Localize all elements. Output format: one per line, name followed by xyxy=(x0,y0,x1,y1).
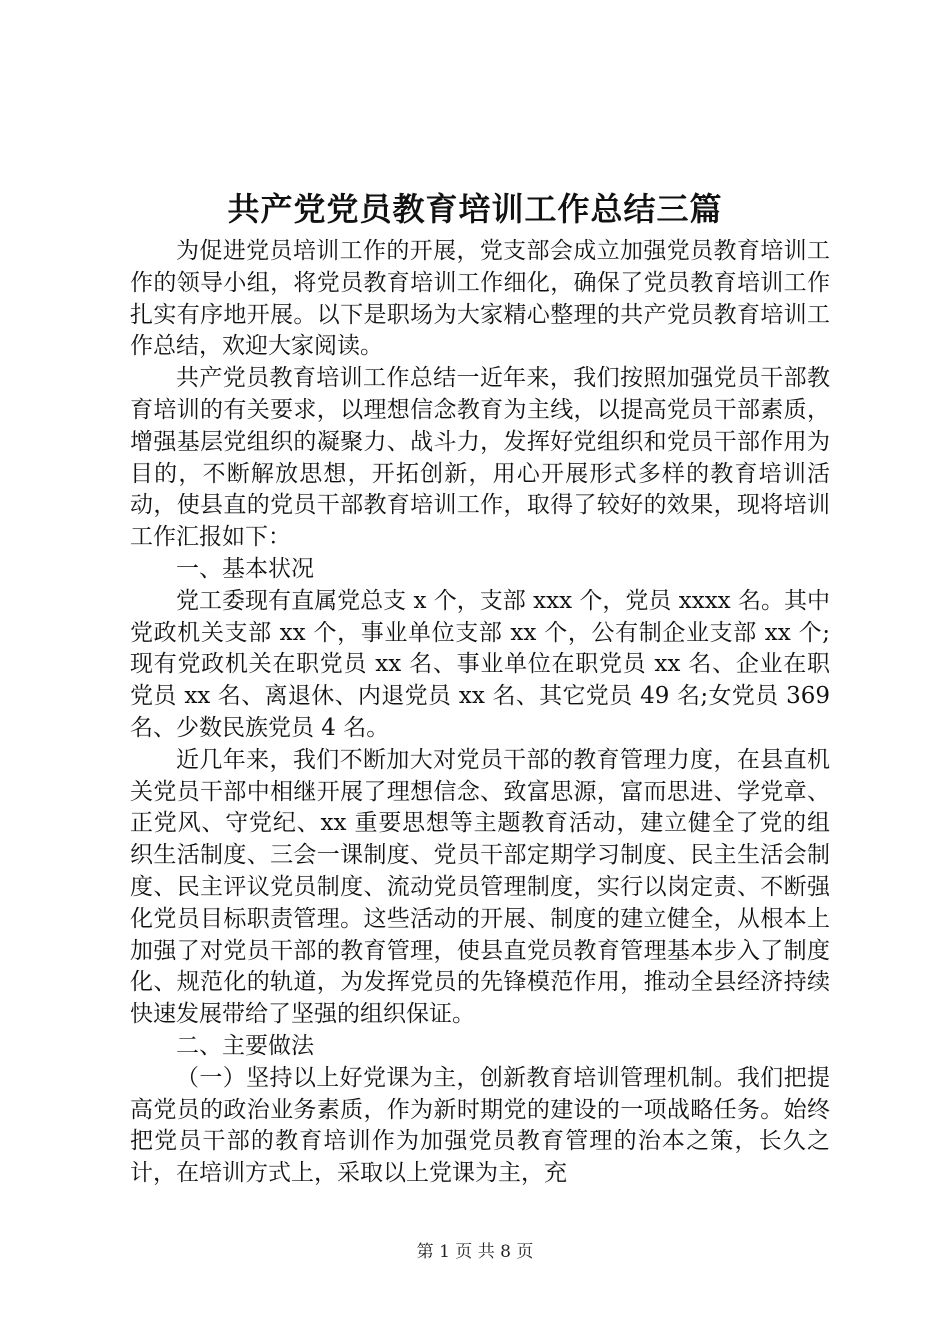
section-heading-main-methods: 二、主要做法 xyxy=(176,1032,314,1059)
section-heading-basic-situation: 一、基本状况 xyxy=(176,555,314,582)
page-footer: 第 1 页 共 8 页 xyxy=(416,1242,534,1262)
intro-paragraph: 为促进党员培训工作的开展，党支部会成立加强党员教育培训工作的领导小组，将党员教育培训工作细化，确保了党员教育培训工作扎实有序地开展。以下是职场为大家精心整理的共产党员教育培训工作总结，欢迎大家阅读。 xyxy=(130,238,830,360)
method-one-paragraph: （一）坚持以上好党课为主，创新教育培训管理机制。我们把提高党员的政治业务素质，作为新时期党的建设的一项战略任务。始终把党员干部的教育培训作为加强党员教育管理的治本之策，长久之计，在培训方式上，采取以上党课为主，充 xyxy=(130,1064,830,1187)
document-title: 共产党党员教育培训工作总结三篇 xyxy=(227,190,723,228)
management-paragraph: 近几年来，我们不断加大对党员干部的教育管理力度，在县直机关党员干部中相继开展了理想信念、致富思源，富而思进、学党章、正党风、守党纪、xx 重要思想等主题教育活动，建立健全了党的组织生活制度、三会一课制度、党员干部定期学习制度、民主生活会制度、民主评议党员制度、流动党员管理制度，实行以岗定责、不断强化党员目标职责管理。这些活动的开展、制度的建立健全，从根本上加强了对党员干部的教育管理，使县直党员教育管理基本步入了制度化、规范化的轨道，为发挥党员的先锋模范作用，推动全县经济持续快速发展带给了坚强的组织保证。 xyxy=(130,746,830,1028)
document-body xyxy=(130,236,830,1190)
membership-paragraph: 党工委现有直属党总支 x 个，支部 xxx 个，党员 xxxx 名。其中党政机关支部 xx 个，事业单位支部 xx 个，公有制企业支部 xx 个;现有党政机关在职党员 xx 名、事业单位在职党员 xx 名、企业在职党员 xx 名、离退休、内退党员 xx 名、其它党员 49 名;女党员 369 名、少数民族党员 4 名。 xyxy=(130,587,830,741)
summary-paragraph: 共产党员教育培训工作总结一近年来，我们按照加强党员干部教育培训的有关要求，以理想信念教育为主线，以提高党员干部素质，增强基层党组织的凝聚力、战斗力，发挥好党组织和党员干部作用为目的，不断解放思想，开拓创新，用心开展形式多样的教育培训活动，使县直的党员干部教育培训工作，取得了较好的效果，现将培训工作汇报如下： xyxy=(130,365,830,551)
